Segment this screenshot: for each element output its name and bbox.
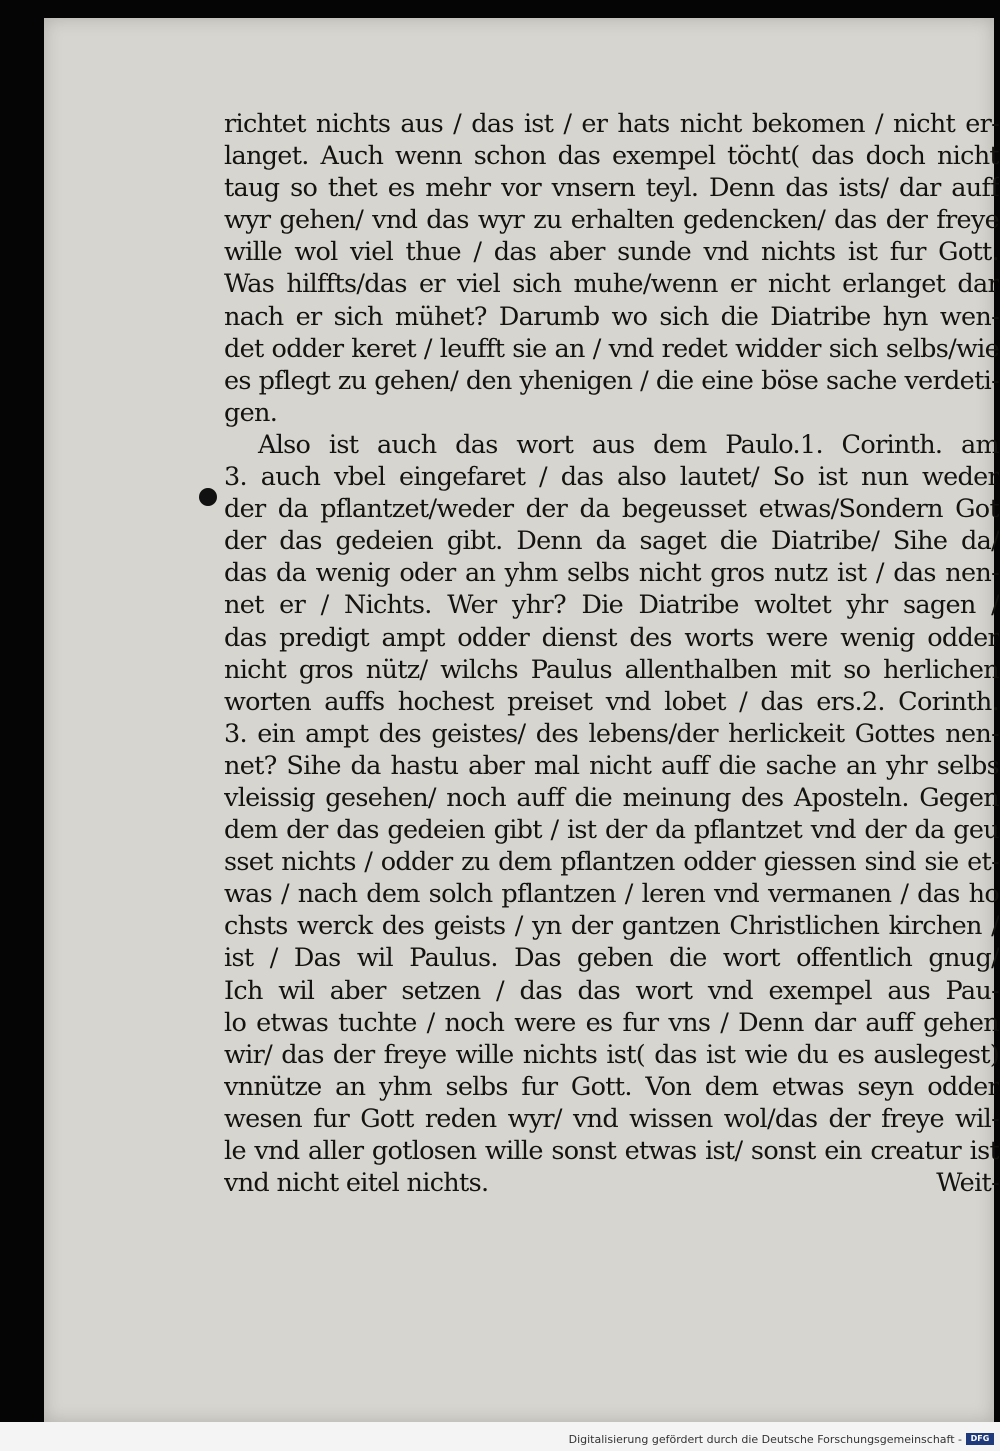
text-line: richtet nichts aus / das ist / er hats nicht bekomen / nicht er- (224, 109, 999, 139)
text-line: wyr gehen/ vnd das wyr zu erhalten gedencken/ das der freye (224, 205, 999, 236)
text-line: vnnütze an yhm selbs fur Gott. Von dem etwas seyn odder (224, 1071, 999, 1102)
text-line: net? Sihe da hastu aber mal nicht auff die sache an yhr selbs (224, 750, 999, 781)
text-line: le vnd aller gotlosen wille sonst etwas ist/ sonst ein creatur ist (224, 1136, 999, 1166)
funding-credit: Digitalisierung gefördert durch die Deutsche Forschungsgemeinschaft - (568, 1433, 962, 1446)
text-line: wesen fur Gott reden wyr/ vnd wissen wol/das der freye wil- (224, 1103, 999, 1134)
text-line: Ich wil aber setzen / das das wort vnd exempel aus Pau- (224, 975, 999, 1006)
text-line: dem der das gedeien gibt / ist der da pflantzet vnd der da geu (224, 815, 999, 846)
page-text (224, 108, 999, 1199)
text-line: nach er sich mühet? Darumb wo sich die Diatribe hyn wen- (224, 301, 999, 332)
text-line: wille wol viel thue / das aber sunde vnd nichts ist fur Gott. (224, 237, 999, 268)
book-page (44, 18, 999, 1422)
margin-mark (199, 488, 217, 506)
final-line-row (224, 1167, 999, 1199)
text-line: chsts werck des geists / yn der gantzen Christlichen kirchen / (224, 911, 999, 942)
text-line: Also ist auch das wort aus dem Paulo.1. Corinth. am (258, 429, 999, 460)
text-line: was / nach dem solch pflantzen / leren vnd vermanen / das ho (224, 879, 999, 910)
closing-text: vnd nicht eitel nichts. (224, 1168, 489, 1199)
text-line: gen. (224, 397, 278, 428)
text-line: wir/ das der freye wille nichts ist( das ist wie du es auslegest) (224, 1039, 999, 1070)
text-line: nicht gros nütz/ wilchs Paulus allenthalben mit so herlichen (224, 654, 999, 685)
text-line: der das gedeien gibt. Denn da saget die Diatribe/ Sihe da/ (224, 526, 999, 557)
text-line: 3. auch vbel eingefaret / das also lautet/ So ist nun weder (224, 462, 999, 493)
text-line: ist / Das wil Paulus. Das geben die wort offentlich gnug/ (224, 943, 999, 974)
text-line: der da pflantzet/weder der da begeusset etwas/Sondern Got (224, 494, 999, 525)
text-line: langet. Auch wenn schon das exempel töcht( das doch nicht (224, 141, 999, 172)
text-line: Was hilffts/das er viel sich muhe/wenn er nicht erlanget dar (224, 269, 999, 300)
text-line: 3. ein ampt des geistes/ des lebens/der herlickeit Gottes nen- (224, 718, 999, 749)
text-line: det odder keret / leufft sie an / vnd redet widder sich selbs/wie (224, 333, 999, 364)
text-line: taug so thet es mehr vor vnsern teyl. Denn das ists/ dar auff (224, 173, 999, 204)
footer-bar (0, 1422, 1000, 1451)
text-line: lo etwas tuchte / noch were es fur vns / Denn dar auff gehen (224, 1007, 999, 1038)
text-line: vleissig gesehen/ noch auff die meinung des Aposteln. Gegen (224, 782, 999, 813)
text-line: das predigt ampt odder dienst des worts were wenig odder (224, 622, 999, 653)
text-line: net er / Nichts. Wer yhr? Die Diatribe woltet yhr sagen / (224, 590, 999, 621)
dfg-logo: DFG (966, 1433, 994, 1445)
catchword: Weit- (936, 1168, 999, 1199)
text-line: das da wenig oder an yhm selbs nicht gros nutz ist / das nen- (224, 558, 999, 589)
text-line: es pflegt zu gehen/ den yhenigen / die eine böse sache verdeti- (224, 365, 999, 396)
text-line: sset nichts / odder zu dem pflantzen odder giessen sind sie et- (224, 847, 999, 878)
text-line: worten auffs hochest preiset vnd lobet / das ers.2. Corinth. (224, 686, 999, 717)
